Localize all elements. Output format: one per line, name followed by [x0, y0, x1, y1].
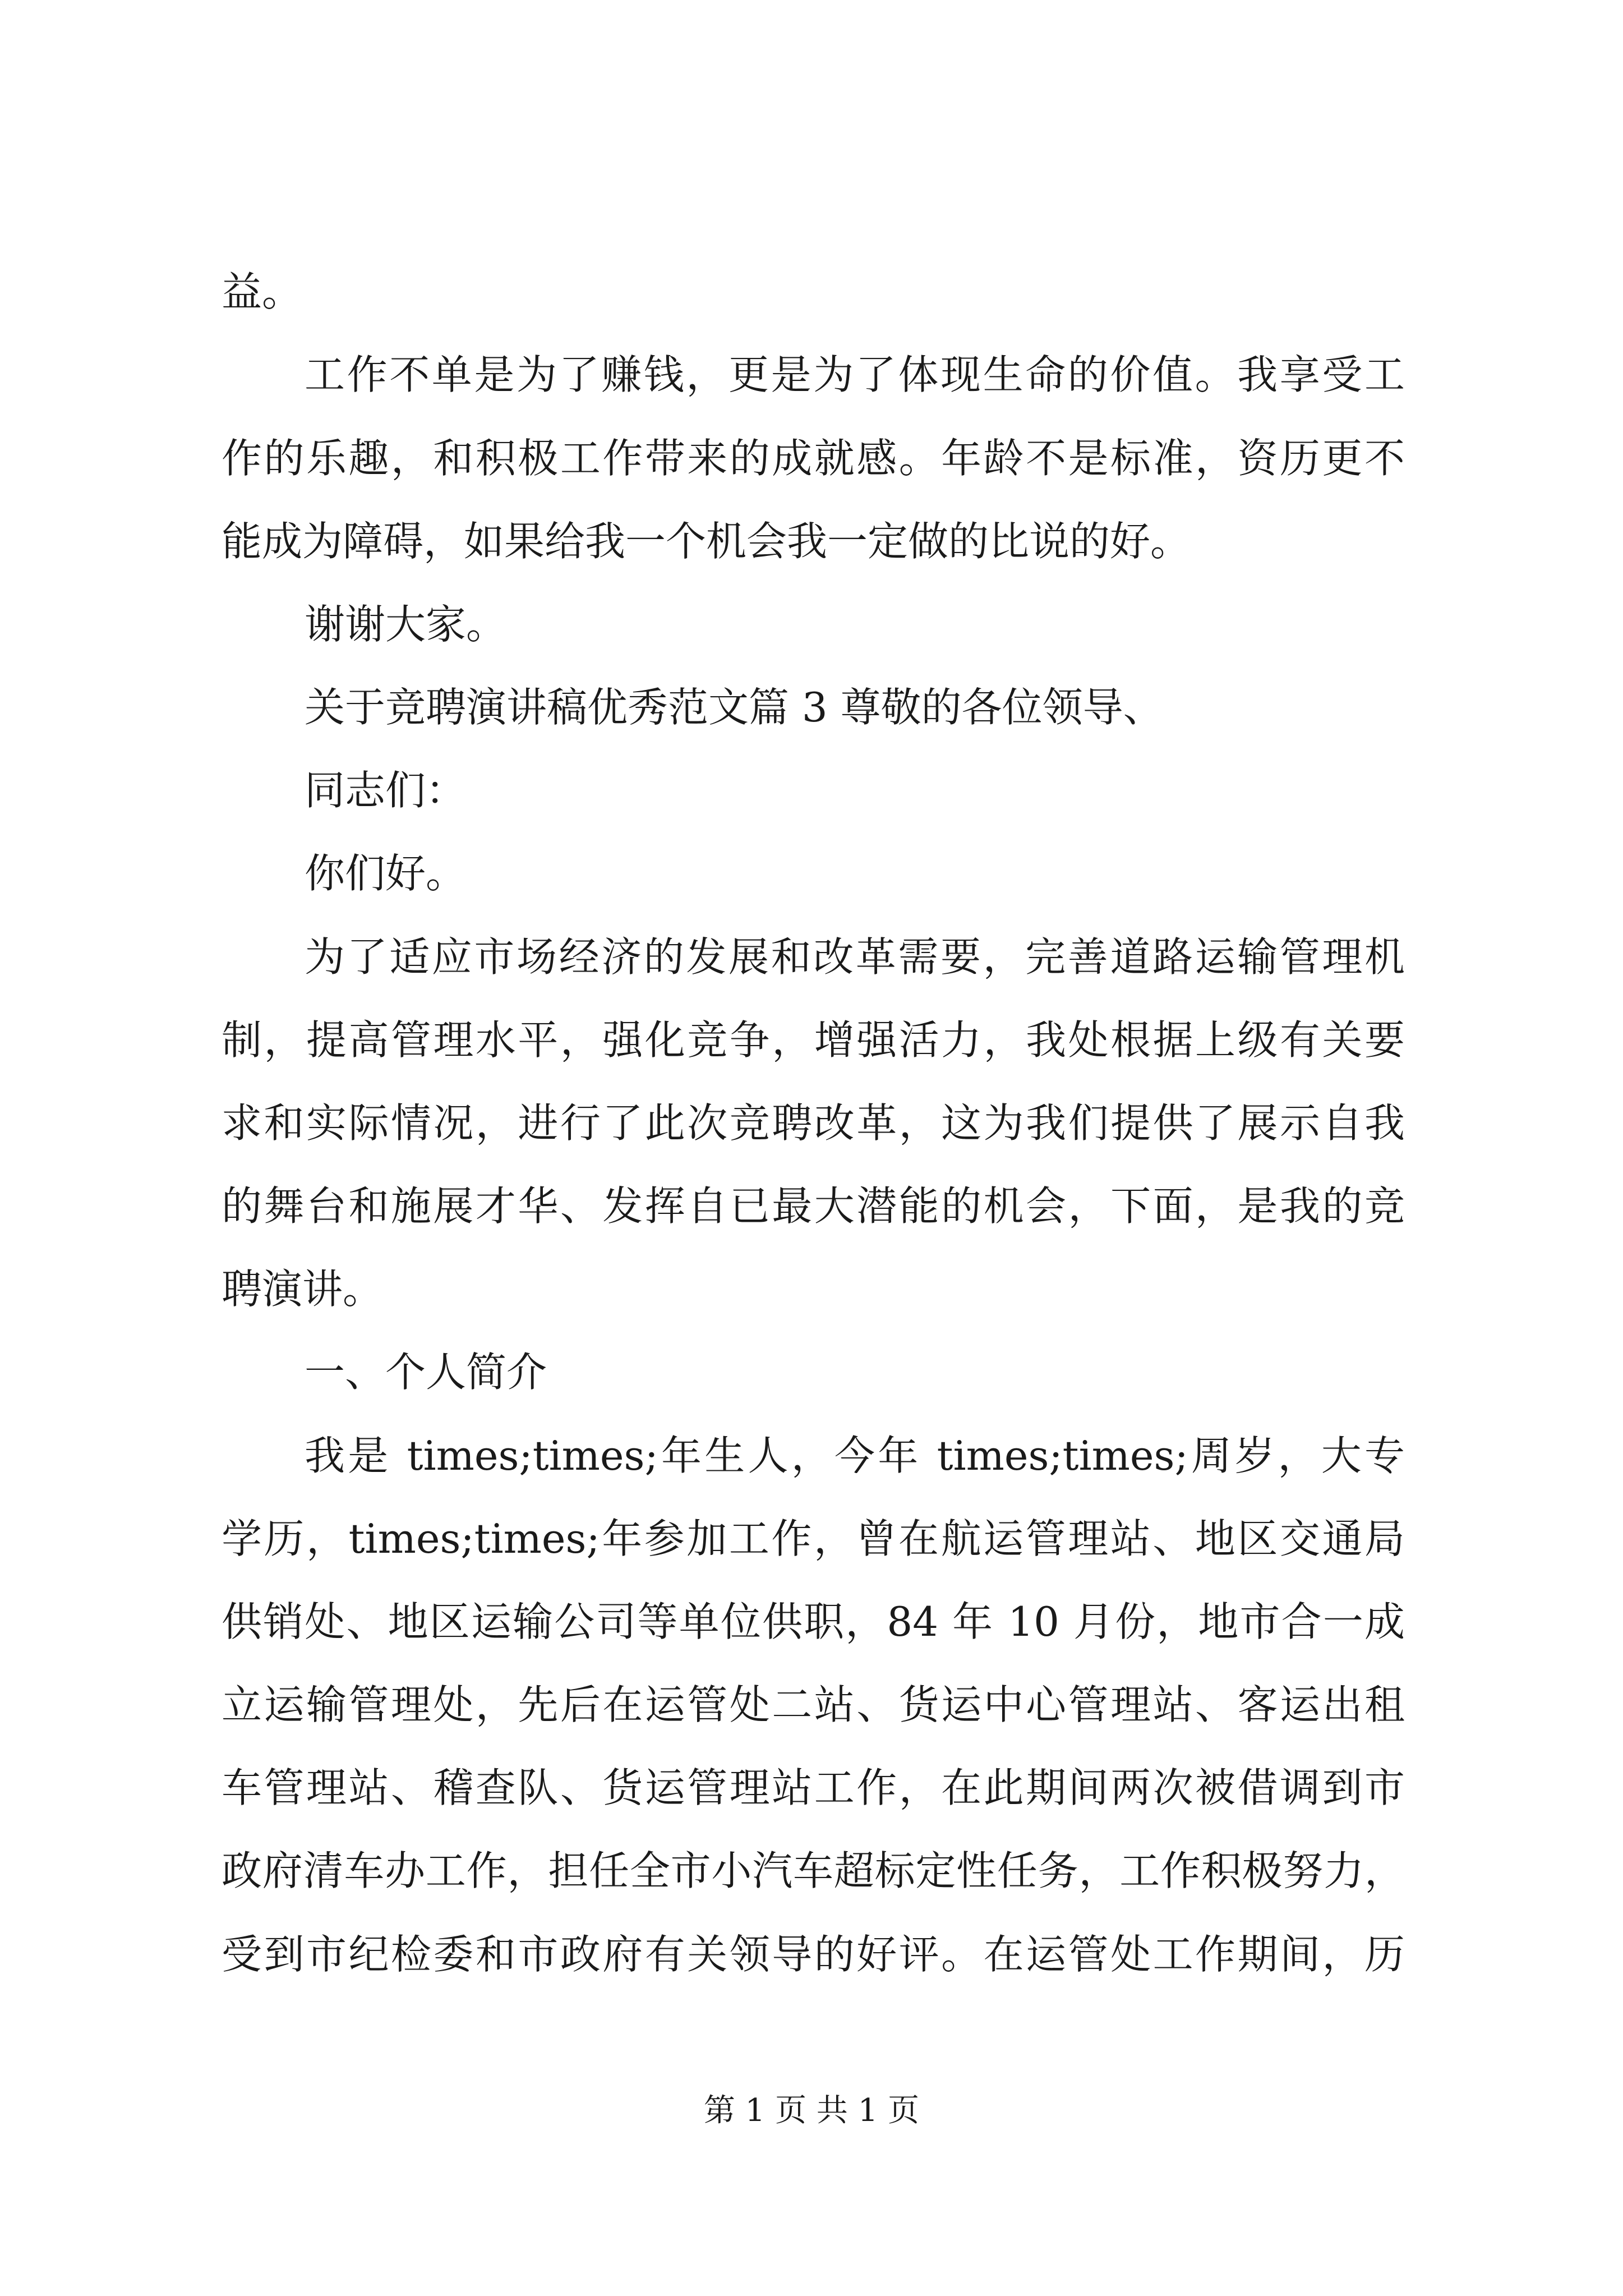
- text-line-8: 你们好。: [305, 850, 467, 897]
- text-line-1: 益。: [222, 268, 303, 315]
- text-line-9: 为了适应市场经济的发展和改革需要，完善道路运输管理机: [305, 933, 1405, 981]
- text-line-20: 政府清车办工作，担任全市小汽车超标定性任务，工作积极努力，: [222, 1847, 1405, 1894]
- text-line-4: 能成为障碍，如果给我一个机会我一定做的比说的好。: [222, 518, 1191, 565]
- text-line-15: 我是 times;times;年生人，今年 times;times;周岁，大专: [305, 1432, 1405, 1479]
- text-line-17: 供销处、地区运输公司等单位供职，84 年 10 月份，地市合一成: [222, 1598, 1405, 1645]
- text-line-19: 车管理站、稽查队、货运管理站工作，在此期间两次被借调到市: [222, 1764, 1405, 1811]
- text-line-2: 工作不单是为了赚钱，更是为了体现生命的价值。我享受工: [305, 351, 1405, 398]
- page-footer: 第 1 页 共 1 页: [703, 2092, 920, 2129]
- text-line-21: 受到市纪检委和市政府有关领导的好评。在运管处工作期间，历: [222, 1931, 1405, 1978]
- text-line-5: 谢谢大家。: [305, 601, 507, 648]
- text-line-18: 立运输管理处，先后在运管处二站、货运中心管理站、客运出租: [222, 1681, 1405, 1728]
- text-line-3: 作的乐趣，和积极工作带来的成就感。年龄不是标准，资历更不: [222, 435, 1405, 482]
- text-line-11: 求和实际情况，进行了此次竞聘改革，这为我们提供了展示自我: [222, 1099, 1405, 1147]
- text-line-12: 的舞台和施展才华、发挥自已最大潜能的机会，下面，是我的竞: [222, 1182, 1405, 1230]
- section-heading: 一、个人简介: [305, 1349, 547, 1396]
- text-line-7: 同志们：: [305, 767, 467, 814]
- text-line-10: 制，提高管理水平，强化竞争，增强活力，我处根据上级有关要: [222, 1016, 1405, 1064]
- text-line-16: 学历，times;times;年参加工作，曾在航运管理站、地区交通局: [222, 1515, 1405, 1562]
- text-line-6: 关于竞聘演讲稿优秀范文篇 3 尊敬的各位领导、: [305, 684, 1164, 731]
- text-line-13: 聘演讲。: [222, 1266, 384, 1313]
